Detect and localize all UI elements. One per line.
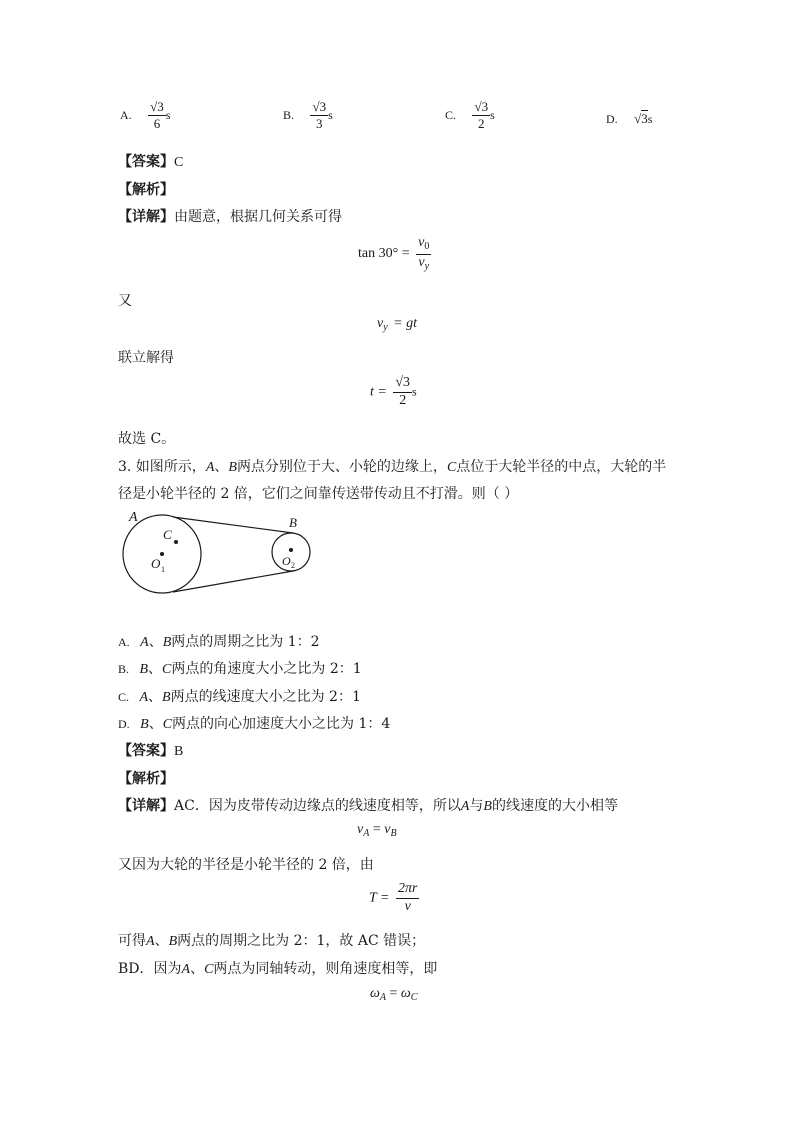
option-point: B	[140, 717, 149, 732]
q3-equation-omega	[370, 986, 417, 1003]
option-letter: B.	[283, 108, 295, 123]
answer-label: 【答案】	[118, 743, 174, 759]
q3-equation-va-vb	[357, 822, 397, 839]
q2-detail	[118, 206, 342, 226]
bd-text: 两点为同轴转动，则角速度相等，即	[213, 961, 438, 977]
option-sep: 、	[148, 661, 163, 677]
answer-value: B	[174, 744, 184, 759]
q3-option-c[interactable]	[118, 686, 361, 706]
option-radicand: 3	[319, 99, 327, 114]
q2-answer	[118, 151, 183, 171]
result-point-a: A	[146, 934, 155, 949]
q3-equation-period	[369, 882, 419, 914]
eq-unit: s	[412, 384, 417, 399]
label-o2: O	[282, 554, 291, 568]
option-letter: A.	[118, 635, 130, 649]
option-point: B	[162, 635, 172, 650]
result-text: 两点的周期之比为 2：1，故 AC 错误；	[177, 933, 426, 949]
result-sep: 、	[154, 933, 169, 949]
q2-option-a[interactable]	[120, 100, 170, 130]
option-radicand: 3	[481, 99, 489, 114]
option-unit: s	[647, 112, 653, 126]
label-b: B	[289, 515, 297, 530]
eq-numerator-sub: 0	[424, 241, 430, 252]
detail-point-a: A	[460, 799, 470, 814]
option-fraction	[148, 100, 166, 130]
eq-omega-c-sub: C	[410, 992, 418, 1003]
bd-text: BD．因为	[118, 961, 182, 977]
sqrt-sign-icon: √	[634, 111, 642, 126]
q3-detail-bd	[118, 958, 437, 978]
option-fraction	[472, 100, 490, 130]
label-o1-sub: 1	[161, 565, 165, 574]
option-root	[634, 111, 648, 126]
q3-analysis-label: 【解析】	[118, 771, 174, 787]
detail-text: 的线速度的大小相等	[491, 798, 618, 814]
stem-sep: 、	[214, 459, 229, 475]
center-o1-dot	[160, 552, 164, 556]
q2-analysis-label: 【解析】	[118, 182, 174, 198]
stem-text: 两点分别位于大、小轮的边缘上，	[236, 459, 447, 475]
eq-equals: =	[372, 822, 381, 837]
answer-value: C	[174, 155, 184, 170]
stem-text: 点位于大轮半径的中点，大轮的半	[456, 459, 667, 475]
detail-text: AC．因为皮带传动边缘点的线速度相等，所以	[174, 798, 461, 814]
q2-also: 又	[118, 293, 132, 309]
eq-numerator: v	[418, 235, 425, 250]
option-radicand: 3	[641, 111, 648, 126]
detail-point-b: B	[483, 799, 492, 814]
option-denominator: 2	[478, 115, 485, 131]
eq-left: tan 30° =	[358, 246, 410, 262]
option-point: B	[162, 690, 171, 705]
eq-omega-a-sub: A	[379, 992, 386, 1003]
q2-equation-tan	[358, 236, 431, 272]
q3-option-d[interactable]	[118, 713, 390, 733]
bd-point-c: C	[204, 962, 214, 977]
option-letter: B.	[118, 662, 130, 676]
option-text: 两点的角速度大小之比为 2：1	[171, 661, 362, 677]
q3-option-b[interactable]	[118, 658, 362, 678]
q3-result-period	[118, 930, 425, 950]
result-point-b: B	[168, 934, 178, 949]
eq-left: t =	[370, 384, 387, 400]
label-o1: O	[151, 556, 161, 571]
stem-text: 3. 如图所示，	[118, 459, 206, 475]
q2-option-d[interactable]	[606, 111, 652, 127]
answer-label: 【答案】	[118, 154, 174, 170]
option-letter: D.	[118, 717, 130, 731]
q2-option-b[interactable]	[283, 100, 333, 130]
option-unit: s	[165, 108, 171, 123]
stem-point-c: C	[446, 460, 457, 475]
option-text: 两点的线速度大小之比为 2：1	[170, 689, 361, 705]
eq-rest: = gt	[393, 316, 418, 331]
eq-denominator-sub: y	[424, 260, 430, 272]
q2-equation-t	[370, 376, 417, 408]
q3-answer	[118, 740, 183, 760]
center-o2-dot	[289, 548, 293, 552]
sqrt-sign-icon: √	[474, 99, 482, 114]
detail-text: 由题意，根据几何关系可得	[174, 209, 342, 225]
belt-bottom	[173, 571, 293, 592]
eq-radicand: 3	[403, 375, 411, 390]
q2-equation-vy	[377, 316, 417, 333]
option-letter: A.	[120, 108, 132, 123]
eq-fraction	[416, 236, 431, 272]
q2-combine: 联立解得	[118, 350, 174, 366]
option-denominator: 6	[153, 115, 161, 131]
sqrt-sign-icon: √	[312, 99, 320, 114]
stem-point-b: B	[228, 460, 237, 475]
label-a: A	[129, 510, 138, 525]
option-point: A	[139, 690, 149, 705]
result-text: 可得	[118, 933, 146, 949]
eq-vb-sub: B	[390, 828, 397, 839]
eq-fraction	[396, 882, 419, 914]
q2-conclusion: 故选 C。	[118, 431, 176, 447]
option-unit: s	[490, 108, 495, 123]
option-fraction	[310, 100, 328, 130]
option-point: C	[162, 662, 172, 677]
eq-fraction	[393, 376, 412, 408]
option-point: B	[139, 662, 149, 677]
label-c: C	[163, 527, 172, 542]
option-sep: 、	[148, 716, 163, 732]
belt-top	[173, 517, 293, 533]
option-radicand: 3	[157, 99, 164, 114]
q3-reason-radius: 又因为大轮的半径是小轮半径的 2 倍，由	[118, 857, 374, 873]
detail-label: 【详解】	[118, 798, 174, 814]
option-unit: s	[328, 108, 333, 123]
q3-stem-line1	[118, 456, 666, 476]
option-letter: C.	[118, 690, 130, 704]
eq-v-sub: y	[383, 322, 388, 333]
eq-omega-a: ω	[370, 986, 380, 1001]
q3-stem-line2: 径是小轮半径的 2 倍，它们之间靠传送带传动且不打滑。则（ ）	[118, 486, 519, 502]
eq-va-sub: A	[363, 828, 370, 839]
point-c-dot	[174, 540, 178, 544]
sqrt-sign-icon: √	[395, 375, 404, 390]
label-o2-sub: 2	[291, 561, 295, 570]
eq-denominator: 2	[399, 392, 407, 408]
stem-point-a: A	[205, 460, 215, 475]
option-text: 两点的向心加速度大小之比为 1：4	[172, 716, 391, 732]
eq-va: v	[357, 822, 364, 837]
eq-denominator: v	[404, 898, 411, 914]
option-point: C	[162, 717, 173, 732]
option-sep: 、	[148, 634, 163, 650]
q3-option-a[interactable]	[118, 631, 320, 651]
eq-v: v	[377, 316, 384, 331]
eq-omega-c: ω	[400, 986, 411, 1001]
bd-point-a: A	[181, 962, 191, 977]
q2-option-c[interactable]	[445, 100, 495, 130]
option-sep: 、	[148, 689, 163, 705]
sqrt-sign-icon: √	[150, 99, 158, 114]
eq-denominator: v	[418, 254, 425, 270]
bd-sep: 、	[190, 961, 205, 977]
option-text: 两点的周期之比为 1：2	[171, 634, 320, 650]
eq-numerator: 2πr	[396, 882, 419, 899]
eq-equals: =	[389, 986, 398, 1001]
q3-detail-ac	[118, 795, 618, 815]
option-denominator: 3	[316, 115, 323, 131]
option-letter: D.	[606, 112, 618, 126]
eq-vb: v	[384, 822, 391, 837]
eq-left: T =	[369, 890, 390, 906]
option-point: A	[140, 635, 149, 650]
detail-text: 与	[469, 798, 484, 814]
option-letter: C.	[445, 108, 457, 123]
q3-belt-pulley-figure	[115, 505, 325, 605]
detail-label: 【详解】	[118, 209, 174, 225]
